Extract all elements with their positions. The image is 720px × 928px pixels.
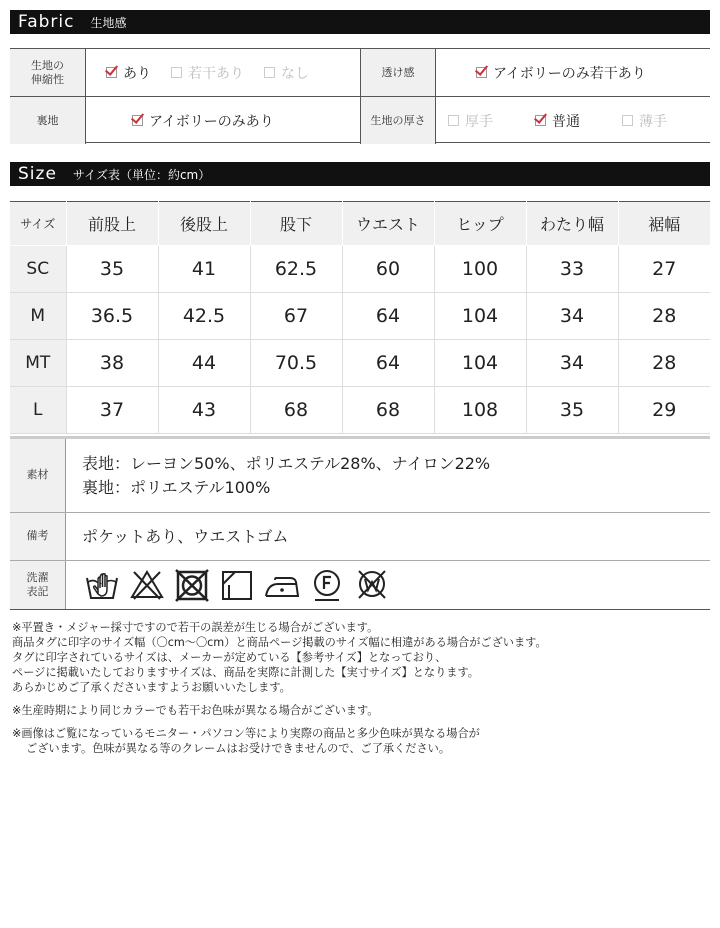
table-cell: 67 [250,293,342,340]
table-cell: 62.5 [250,246,342,293]
sheer-option[interactable] [476,63,646,83]
table-cell: 42.5 [158,293,250,340]
sheer-label: 透け感 [361,49,435,96]
table-cell: 64 [342,293,434,340]
table-row [10,246,710,293]
header-back-rise: 後股上 [158,202,250,246]
size-title-en: Size [18,164,57,184]
option-label: あり [123,65,151,82]
checkbox-icon [171,67,182,78]
table-row [10,293,710,340]
disclaimer-line: ※画像はご覧になっているモニター・パソコン等により実際の商品と多少色味が異なる場合が [12,727,480,740]
table-cell: 64 [342,340,434,387]
stretch-option-none[interactable] [264,63,309,83]
disclaimer-line: あらかじめご了承くださいますようお願いいたします。 [12,681,291,694]
table-cell: 34 [526,293,618,340]
dry-clean-f-icon [309,568,345,602]
notes-row [10,513,710,561]
checkbox-checked-icon [132,115,143,126]
table-cell: 108 [434,387,526,434]
line-dry-shade-icon [219,568,255,602]
material-row [10,439,710,513]
checkbox-checked-icon [106,67,117,78]
size-name: MT [10,340,66,387]
header-hip: ヒップ [434,202,526,246]
disclaimer-line: ※平置き・メジャー採寸ですので若干の誤差が生じる場合がございます。 [12,621,379,634]
option-label: アイボリーのみあり [149,113,274,130]
iron-low-icon [264,568,300,602]
no-tumble-dry-icon [174,568,210,602]
header-size: サイズ [10,202,66,246]
fabric-header [10,10,710,34]
care-label-line1: 洗濯 [26,570,49,584]
disclaimer-notes [12,620,712,756]
lining-option[interactable] [132,111,274,131]
table-cell: 33 [526,246,618,293]
stretch-label [10,49,85,96]
fabric-title-jp: 生地感 [90,15,127,30]
checkbox-icon [448,115,459,126]
header-thigh: わたり幅 [526,202,618,246]
option-label: 普通 [552,113,580,130]
thickness-options [448,97,710,144]
table-cell: 41 [158,246,250,293]
lining-options [86,97,360,144]
option-label: 若干あり [188,65,244,82]
table-cell: 27 [618,246,710,293]
table-cell: 104 [434,293,526,340]
material-value [66,439,710,512]
stretch-option-yes[interactable] [106,63,151,83]
table-cell: 28 [618,340,710,387]
checkbox-icon [622,115,633,126]
notes-label: 備考 [10,513,66,560]
header-hem: 裾幅 [618,202,710,246]
fabric-table [10,48,710,143]
care-icons [66,561,710,609]
table-cell: 68 [250,387,342,434]
thickness-label: 生地の厚さ [361,97,435,144]
material-label: 素材 [10,439,66,512]
size-header [10,162,710,186]
table-row [10,340,710,387]
thickness-option-normal[interactable] [535,111,580,131]
size-name: L [10,387,66,434]
option-label: 厚手 [465,113,493,130]
care-label [10,561,66,609]
table-cell: 43 [158,387,250,434]
care-label-line2: 表記 [26,585,49,598]
no-bleach-icon [129,568,165,602]
disclaimer-line: ページに掲載いたしておりますサイズは、商品を実際に計測した【実寸サイズ】となります。 [12,666,479,679]
table-cell: 35 [66,246,158,293]
disclaimer-line: ございます。色味が異なる等のクレームはお受けできませんので、ご了承ください。 [26,742,451,755]
size-title-jp: サイズ表（単位：約cm） [72,167,211,182]
no-wet-clean-icon [354,568,390,602]
size-name: M [10,293,66,340]
header-waist: ウエスト [342,202,434,246]
checkbox-icon [264,67,275,78]
material-line2: 裏地：ポリエステル100% [82,477,271,497]
thickness-option-thick[interactable] [448,111,493,131]
stretch-label-line1: 生地の [31,58,64,72]
stretch-option-slight[interactable] [171,63,244,83]
table-row [10,387,710,434]
lining-label: 裏地 [10,97,85,144]
disclaimer-line: ※生産時期により同じカラーでも若干お色味が異なる場合がございます。 [12,704,379,717]
header-front-rise: 前股上 [66,202,158,246]
table-cell: 38 [66,340,158,387]
table-cell: 37 [66,387,158,434]
disclaimer-line: 商品タグに印字のサイズ幅（〇cm～〇cm）と商品ページ掲載のサイズ幅に相違がある場合がございます。 [12,636,547,649]
size-name: SC [10,246,66,293]
table-cell: 35 [526,387,618,434]
info-table [10,436,710,610]
table-cell: 68 [342,387,434,434]
header-inseam: 股下 [250,202,342,246]
size-table [10,201,710,434]
table-cell: 70.5 [250,340,342,387]
disclaimer-line: タグに印字されているサイズは、メーカーが定めている【参考サイズ】となっており、 [12,651,447,664]
care-row [10,561,710,609]
table-cell: 60 [342,246,434,293]
table-cell: 104 [434,340,526,387]
size-table-header-row [10,202,710,246]
checkbox-checked-icon [535,115,546,126]
fabric-title-en: Fabric [18,12,75,32]
table-cell: 44 [158,340,250,387]
sheer-options [436,49,710,96]
table-cell: 100 [434,246,526,293]
stretch-label-line2: 伸縮性 [31,72,64,86]
hand-wash-icon [84,568,120,602]
table-cell: 29 [618,387,710,434]
option-label: アイボリーのみ若干あり [493,65,646,82]
thickness-option-thin[interactable] [622,111,667,131]
option-label: なし [281,65,309,82]
table-cell: 36.5 [66,293,158,340]
material-line1: 表地：レーヨン50%、ポリエステル28%、ナイロン22% [82,453,491,473]
notes-value: ポケットあり、ウエストゴム [82,526,289,546]
table-cell: 34 [526,340,618,387]
checkbox-checked-icon [476,67,487,78]
stretch-options [106,49,360,96]
table-cell: 28 [618,293,710,340]
option-label: 薄手 [639,113,667,130]
